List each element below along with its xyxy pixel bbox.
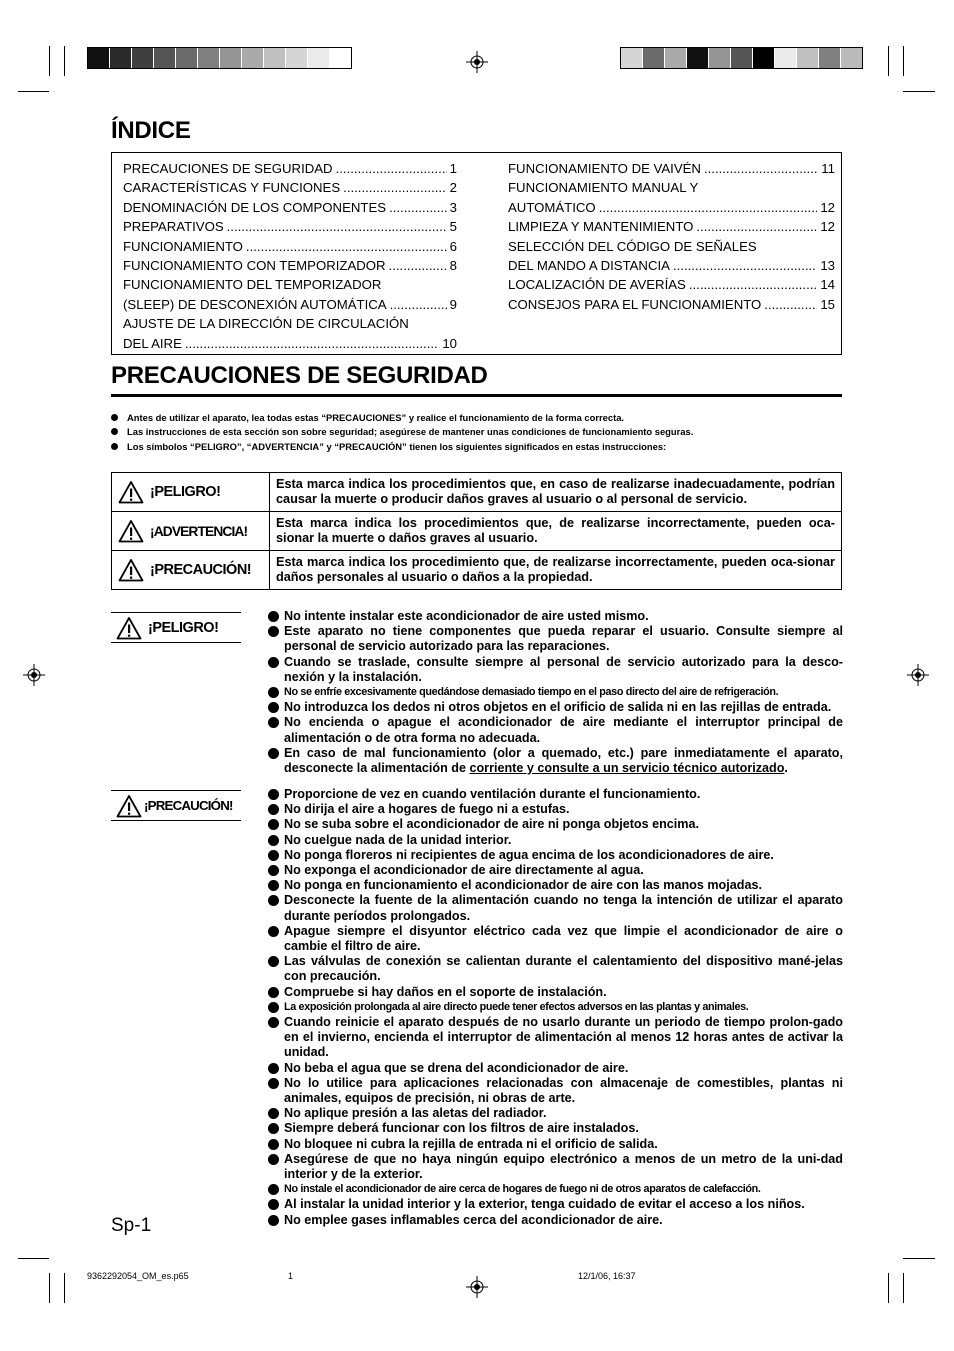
list-item [268, 655, 843, 685]
bullet-icon [268, 865, 279, 876]
list-item [268, 1061, 843, 1076]
crop-mark [49, 46, 50, 76]
index-entry[interactable] [508, 198, 835, 217]
precaucion-label: ¡PRECAUCIÓN! [144, 798, 233, 813]
index-entry-title: FUNCIONAMIENTO CON TEMPORIZADOR [123, 258, 386, 274]
color-bar-left [87, 47, 352, 69]
list-item [268, 624, 843, 654]
list-item-text: No cuelgue nada de la unidad interior. [284, 832, 512, 847]
index-entry-page: 10 [442, 335, 457, 351]
warning-triangle-icon [118, 480, 144, 504]
bullet-icon [268, 1139, 279, 1150]
list-item-text-part: En caso de mal funcionamiento (olor a quemado, etc.) pare inmediatamente el aparato, desconecte la alimentación de [284, 745, 843, 776]
bullet-icon [268, 926, 279, 937]
index-entry[interactable] [508, 217, 835, 236]
bullet-icon [268, 895, 279, 906]
index-entry-title: AUTOMÁTICO [508, 199, 596, 215]
bullet-icon [268, 626, 279, 637]
list-item [268, 685, 843, 700]
index-entry[interactable] [508, 256, 835, 275]
list-item-text: No dirija el aire a hogares de fuego ni a estufas. [284, 802, 570, 817]
list-item-text: No ponga en funcionamiento el acondicionador de aire con las manos mojadas. [284, 878, 762, 893]
intro-text: Las instrucciones de esta sección son sobre seguridad; asegúrese de mantener unas condiciones de funcionamiento seguras. [127, 426, 694, 438]
list-item-text: Proporcione de vez en cuando ventilación durante el funcionamiento. [284, 787, 701, 801]
index-entry-title: LIMPIEZA Y MANTENIMIENTO [508, 219, 694, 235]
list-item [268, 1106, 843, 1121]
list-item [268, 985, 843, 1000]
index-entry[interactable] [123, 295, 457, 314]
list-item [268, 700, 843, 715]
list-item [268, 1076, 843, 1106]
list-item-text: No bloquee ni cubra la rejilla de entrada ni el orificio de salida. [284, 1136, 658, 1151]
list-item [268, 1213, 843, 1228]
index-entry-page: 15 [820, 296, 835, 312]
list-item-text: No ponga floreros ni recipientes de agua encima de los acondicionadores de aire. [284, 847, 774, 862]
crop-mark [888, 46, 889, 76]
bullet-icon [268, 789, 279, 800]
bullet-icon [268, 880, 279, 891]
list-item [268, 787, 843, 802]
list-item [268, 863, 843, 878]
index-entry-page: 13 [820, 258, 835, 274]
index-leader-dots [390, 295, 447, 314]
color-swatch [797, 48, 819, 68]
list-item-text: Asegúrese de que no haya ningún equipo electrónico a menos de un metro de la uni-dad interior y de la exterior. [284, 1151, 843, 1182]
crop-mark [64, 1273, 65, 1303]
list-item [268, 954, 843, 984]
intro-item [111, 411, 842, 425]
index-leader-dots [599, 198, 818, 217]
index-leader-dots [689, 275, 817, 294]
list-item-text: No exponga el acondicionador de aire directamente al agua. [284, 863, 644, 878]
index-leader-dots [227, 217, 447, 236]
registration-mark-icon [466, 51, 488, 73]
color-swatch [198, 48, 220, 68]
color-swatch [154, 48, 176, 68]
intro-text: Los símbolos “PELIGRO”, “ADVERTENCIA” y “PRECAUCIÓN” tienen los siguientes significados en estas instrucciones: [127, 440, 667, 452]
bullet-icon [268, 748, 279, 759]
list-item-text: No beba el agua que se drena del acondicionador de aire. [284, 1060, 629, 1075]
bullet-icon [268, 1108, 279, 1119]
index-entry[interactable] [123, 334, 457, 353]
index-entry-page: 11 [821, 161, 835, 176]
index-entry-page: 14 [820, 277, 835, 293]
index-leader-dots [343, 178, 447, 197]
list-item [268, 1121, 843, 1136]
index-leader-dots [185, 334, 439, 353]
list-item-text: No lo utilice para aplicaciones relacionadas con almacenaje de comestibles, plantas ni animales, equipos de precisión, ni obras de arte. [284, 1075, 843, 1106]
index-entry-title: SELECCIÓN DEL CÓDIGO DE SEÑALES [508, 238, 757, 254]
crop-mark [49, 1273, 50, 1303]
index-entry-title: FUNCIONAMIENTO MANUAL Y [508, 180, 699, 196]
index-entry-title: FUNCIONAMIENTO [123, 238, 243, 254]
bullet-icon [268, 1123, 279, 1134]
list-item [268, 1137, 843, 1152]
index-leader-dots [389, 256, 447, 275]
bullet-icon [268, 850, 279, 861]
bullet-icon [268, 717, 279, 728]
index-entry-title: CONSEJOS PARA EL FUNCIONAMIENTO [508, 296, 762, 312]
index-entry-title: PREPARATIVOS [123, 219, 224, 235]
list-item-text: No encienda o apague el acondicionador de aire mediante el interruptor principal de alimentación o de otra forma no adecuada. [284, 715, 843, 745]
definition-text: Esta marca indica los procedimiento que, de realizarse incorrectamente, pueden oca-sionar daños personales al usuario o daños a la propiedad. [270, 551, 842, 590]
list-item [268, 715, 843, 745]
list-item-text: La exposición prolongada al aire directo puede tener efectos adversos en las plantas y animales. [284, 1000, 749, 1013]
list-item [268, 848, 843, 863]
list-item [268, 924, 843, 954]
color-swatch [176, 48, 198, 68]
color-swatch [220, 48, 242, 68]
definition-label: ¡ADVERTENCIA! [150, 523, 248, 539]
index-column-left [123, 159, 457, 353]
crop-mark [888, 1273, 889, 1303]
list-item-text: Cuando reinicie el aparato después de no usarlo durante un periodo de tiempo prolon-gado en el invierno, encienda el interruptor de alimentación al menos 12 horas antes de activar la unidad. [284, 1015, 843, 1060]
registration-mark-icon [466, 1276, 488, 1298]
list-item [268, 1015, 843, 1061]
definition-row [112, 473, 842, 512]
color-bar-right [620, 47, 863, 69]
bullet-icon [268, 987, 279, 998]
bullet-icon [268, 1154, 279, 1165]
crop-mark [18, 91, 49, 92]
registration-mark-icon [23, 664, 45, 686]
peligro-label: ¡PELIGRO! [148, 619, 219, 636]
index-entry[interactable] [508, 275, 835, 294]
list-item [268, 817, 843, 832]
list-item [268, 1000, 843, 1015]
definitions-table [111, 472, 842, 590]
definition-label-cell [112, 551, 270, 590]
definition-label: ¡PELIGRO! [150, 484, 221, 500]
definition-row [112, 512, 842, 551]
color-swatch [753, 48, 775, 68]
bullet-icon [268, 687, 279, 698]
index-entry[interactable] [508, 159, 835, 178]
registration-mark-icon [907, 664, 929, 686]
bullet-icon [268, 1002, 279, 1013]
bullet-icon [111, 414, 118, 421]
color-swatch [709, 48, 731, 68]
bullet-icon [268, 1199, 279, 1210]
list-item [268, 893, 843, 923]
list-item-text: Siempre deberá funcionar con los filtros de aire instalados. [284, 1121, 639, 1136]
color-swatch [731, 48, 753, 68]
list-item-text: Apague siempre el disyuntor eléctrico cada vez que limpie el acondicionador de aire o cambie el filtro de aire. [284, 923, 843, 954]
intro-item [111, 425, 842, 439]
index-entry-page: 12 [820, 199, 835, 215]
footer-file: 9362292054_OM_es.p65 [87, 1271, 189, 1281]
index-column-right [508, 159, 835, 314]
definition-label-wrap [112, 558, 269, 582]
list-item-text: Cuando se traslade, consulte siempre al personal de servicio autorizado para la desco-nexión y la instalación. [284, 654, 843, 684]
bullet-icon [111, 443, 118, 450]
index-entry-page: 12 [820, 219, 835, 235]
index-entry-page: 3 [449, 199, 457, 215]
list-item [268, 1182, 843, 1197]
list-item [268, 878, 843, 893]
bullet-icon [268, 1063, 279, 1074]
list-item-text: No se enfríe excesivamente quedándose demasiado tiempo en el paso directo del aire de refrigeración. [284, 686, 779, 699]
list-item-text: No intente instalar este acondicionador de aire usted mismo. [284, 609, 649, 623]
index-entry[interactable] [123, 198, 457, 217]
crop-mark [903, 91, 935, 92]
list-item-text: No introduzca los dedos ni otros objetos en el orificio de salida ni en las rejillas de entrada. [284, 700, 832, 715]
list-item [268, 833, 843, 848]
color-swatch [687, 48, 709, 68]
color-swatch [286, 48, 308, 68]
bullet-icon [268, 1184, 279, 1195]
bullet-icon [268, 702, 279, 713]
intro-item [111, 440, 842, 454]
bullet-icon [268, 1017, 279, 1028]
color-swatch [330, 48, 351, 68]
index-entry-title: DEL MANDO A DISTANCIA [508, 258, 670, 274]
bullet-icon [268, 657, 279, 668]
color-swatch [132, 48, 154, 68]
index-entry-title: FUNCIONAMIENTO DE VAIVÉN [508, 161, 701, 176]
index-entry-page: 5 [449, 219, 457, 235]
bullet-icon [268, 835, 279, 846]
precaucion-list [268, 787, 843, 1228]
warning-triangle-icon [116, 794, 142, 818]
list-item-text: No instale el acondicionador de aire cerca de hogares de fuego ni de otros aparatos de calefacción. [284, 1183, 761, 1196]
definition-label-wrap [112, 519, 269, 543]
index-entry-title: AJUSTE DE LA DIRECCIÓN DE CIRCULACIÓN [123, 316, 409, 332]
list-item-text [284, 746, 843, 776]
color-swatch [775, 48, 797, 68]
index-entry[interactable] [123, 256, 457, 275]
bullet-icon [268, 611, 279, 622]
index-entry[interactable] [123, 275, 457, 294]
index-entry-title: CARACTERÍSTICAS Y FUNCIONES [123, 180, 341, 196]
warning-triangle-icon [116, 616, 142, 640]
index-entry[interactable] [123, 217, 457, 236]
index-entry-title: DENOMINACIÓN DE LOS COMPONENTES [123, 199, 387, 215]
index-entry-page: 8 [449, 258, 457, 274]
index-entry[interactable] [123, 314, 457, 333]
bullet-icon [111, 428, 118, 435]
index-entry-title: (SLEEP) DE DESCONEXIÓN AUTOMÁTICA [123, 296, 387, 312]
index-leader-dots [764, 295, 817, 314]
color-swatch [110, 48, 132, 68]
footer-date: 12/1/06, 16:37 [578, 1271, 636, 1281]
color-swatch [819, 48, 841, 68]
index-title: ÍNDICE [111, 117, 191, 144]
index-leader-dots [336, 159, 447, 178]
crop-mark [903, 1273, 904, 1303]
index-leader-dots [246, 237, 447, 256]
list-item [268, 1197, 843, 1212]
bullet-icon [268, 956, 279, 967]
crop-mark [903, 46, 904, 76]
crop-mark [64, 46, 65, 76]
list-item [268, 802, 843, 817]
list-item [268, 609, 843, 624]
index-leader-dots [696, 217, 817, 236]
index-entry-title: FUNCIONAMIENTO DEL TEMPORIZADOR [123, 277, 382, 293]
intro-text: Antes de utilizar el aparato, lea todas estas “PRECAUCIONES” y realice el funcionamiento de la forma correcta. [127, 412, 625, 423]
index-entry[interactable] [123, 237, 457, 256]
footer-page: 1 [288, 1271, 294, 1281]
bullet-icon [268, 804, 279, 815]
color-swatch [621, 48, 643, 68]
list-item-text: Este aparato no tiene componentes que pueda reparar el usuario. Consulte siempre al personal de servicio autorizado para las reparaciones. [284, 624, 843, 654]
color-swatch [242, 48, 264, 68]
list-item [268, 746, 843, 776]
index-entry[interactable] [508, 178, 835, 197]
list-item-text: Al instalar la unidad interior y la exterior, tenga cuidado de evitar el acceso a los niños. [284, 1197, 805, 1212]
peligro-section-label [111, 612, 241, 643]
warning-triangle-icon [118, 519, 144, 543]
index-box [111, 152, 842, 355]
list-item-text: Las válvulas de conexión se calientan durante el calentamiento del dispositivo mané-jelas con precaución. [284, 954, 843, 984]
index-entry-title: PRECAUCIONES DE SEGURIDAD [123, 161, 333, 176]
color-swatch [308, 48, 330, 68]
color-swatch [643, 48, 665, 68]
list-item-text: No aplique presión a las aletas del radiador. [284, 1106, 547, 1121]
index-leader-dots [704, 159, 818, 178]
index-entry-title: DEL AIRE [123, 335, 182, 351]
definition-row [112, 551, 842, 590]
definition-text: Esta marca indica los procedimientos que, de realizarse incorrectamente, pueden oca-sionar la muerte o daños graves al usuario. [270, 512, 842, 551]
peligro-list [268, 609, 843, 776]
index-leader-dots [673, 256, 817, 275]
definition-label-cell [112, 473, 270, 512]
index-entry[interactable] [123, 159, 457, 178]
safety-title: PRECAUCIONES DE SEGURIDAD [111, 362, 488, 389]
bullet-icon [268, 1078, 279, 1089]
index-leader-dots [389, 198, 447, 217]
crop-mark [18, 1258, 49, 1259]
bullet-icon [268, 1215, 279, 1226]
page-number: Sp-1 [111, 1215, 152, 1236]
list-item-text: Compruebe si hay daños en el soporte de instalación. [284, 984, 607, 999]
section-rule [111, 394, 842, 397]
list-item-text: Desconecte la fuente de la alimentación cuando no tenga la intención de utilizar el aparato durante períodos prolongados. [284, 893, 843, 923]
list-item [268, 1152, 843, 1182]
color-swatch [264, 48, 286, 68]
list-item-text: No se suba sobre el acondicionador de aire ni ponga objetos encima. [284, 817, 699, 832]
definition-label-cell [112, 512, 270, 551]
index-entry[interactable] [508, 295, 835, 314]
color-swatch [841, 48, 862, 68]
index-entry-title: LOCALIZACIÓN DE AVERÍAS [508, 277, 686, 293]
color-swatch [88, 48, 110, 68]
index-entry-page: 2 [449, 180, 457, 196]
list-item-underlined-text: corriente y consulte a un servicio técnico autorizado [469, 761, 785, 776]
definition-label-wrap [112, 480, 269, 504]
warning-triangle-icon [118, 558, 144, 582]
color-swatch [665, 48, 687, 68]
list-item-text: No emplee gases inflamables cerca del acondicionador de aire. [284, 1212, 663, 1227]
precaucion-section-label [111, 790, 241, 821]
index-entry[interactable] [123, 178, 457, 197]
index-entry[interactable] [508, 237, 835, 256]
crop-mark [903, 1258, 935, 1259]
index-entry-page: 6 [449, 238, 457, 254]
intro-list [111, 411, 842, 454]
list-item-text-part: . [784, 761, 788, 776]
index-entry-page: 1 [449, 161, 457, 176]
definition-label: ¡PRECAUCIÓN! [150, 562, 252, 578]
index-entry-page: 9 [449, 296, 457, 312]
bullet-icon [268, 819, 279, 830]
definition-text: Esta marca indica los procedimientos que, en caso de realizarse inadecuadamente, podrían causar la muerte o producir daños graves al usuario o al personal de servicio. [270, 473, 842, 512]
